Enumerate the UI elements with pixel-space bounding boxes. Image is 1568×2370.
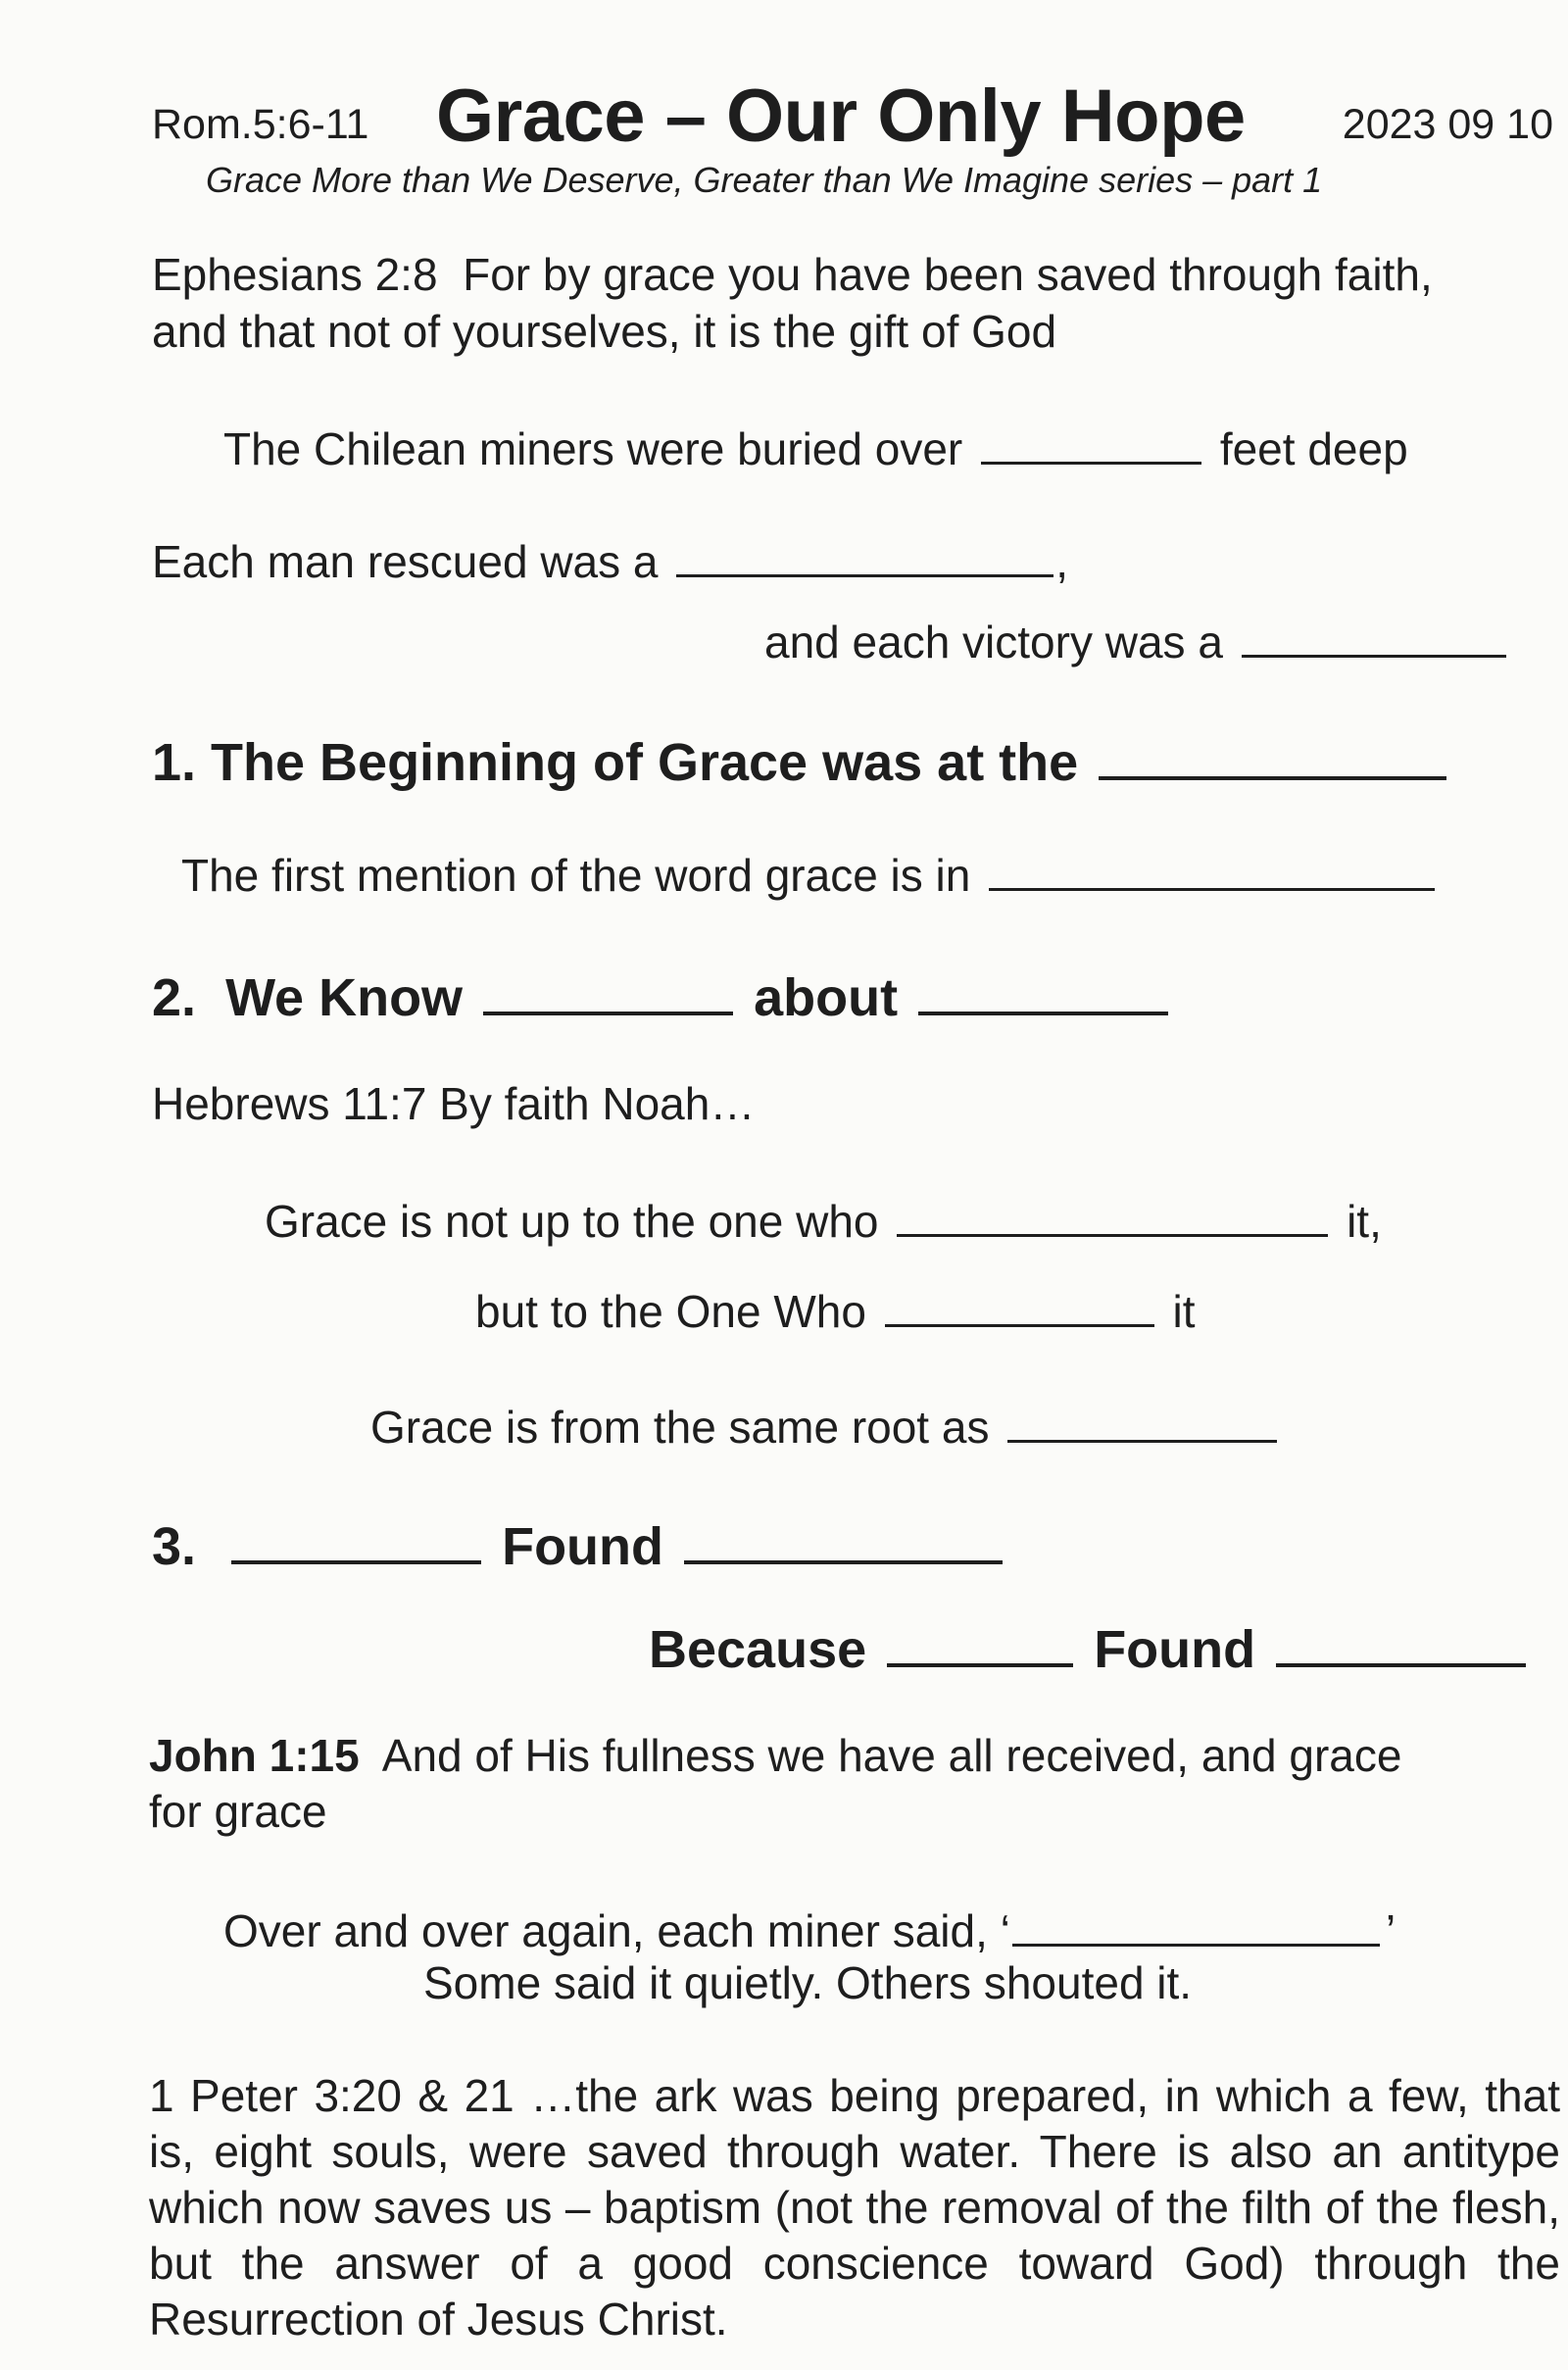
intro-verse-reference: Ephesians 2:8 <box>152 249 438 300</box>
fill-blank[interactable] <box>885 1279 1154 1327</box>
it-text: it <box>1172 1286 1196 1337</box>
comma: , <box>1055 536 1069 587</box>
john-verse-text-2: for grace <box>149 1786 327 1837</box>
miner-said-line <box>223 1899 1396 1958</box>
john-verse-reference: John 1:15 <box>149 1730 360 1781</box>
miners-rescued-text: Each man rescued was a <box>152 536 659 587</box>
point-3-heading-line1 <box>152 1507 1008 1577</box>
fill-blank[interactable] <box>1276 1610 1526 1667</box>
page-title: Grace – Our Only Hope <box>436 74 1246 158</box>
miners-victory-line <box>764 610 1512 669</box>
series-subtitle: Grace More than We Deserve, Greater than We Imagine series – part 1 <box>206 160 1323 200</box>
fill-blank[interactable] <box>231 1507 481 1564</box>
same-root-line <box>370 1395 1283 1455</box>
not-up-to-line <box>265 1189 1382 1249</box>
intro-verse-line1 <box>152 247 1433 302</box>
quote-close: ’ <box>1385 1905 1396 1956</box>
scripture-reference: Rom.5:6-11 <box>152 101 369 148</box>
not-up-to-text: Grace is not up to the one who <box>265 1196 879 1247</box>
because-text: Because <box>649 1620 867 1679</box>
miner-said-text: Over and over again, each miner said, ‘ <box>223 1905 1010 1956</box>
fill-blank[interactable] <box>1007 1395 1277 1443</box>
peter-verse-paragraph: 1 Peter 3:20 & 21 …the ark was being prepared, in which a few, that is, eight souls, were saved through water. There is also an antitype which now saves us – baptism (not the removal of the filth of the flesh, but the answer of a good conscience toward God) through the Resurrection of Jesus Christ. <box>149 2070 1560 2345</box>
found-text: Found <box>502 1517 664 1576</box>
point-3-heading-line2 <box>649 1610 1532 1680</box>
miners-buried-text: The Chilean miners were buried over <box>223 423 963 474</box>
about-text: about <box>754 968 899 1027</box>
fill-blank[interactable] <box>887 1610 1073 1667</box>
fill-blank[interactable] <box>989 843 1435 891</box>
point-2-number: 2. <box>152 968 197 1027</box>
point-2-heading <box>152 959 1174 1028</box>
first-mention-text: The first mention of the word grace is in <box>181 850 971 901</box>
found-text-2: Found <box>1094 1620 1256 1679</box>
fill-blank[interactable] <box>1099 723 1446 780</box>
miners-rescued-line <box>152 529 1068 589</box>
first-mention-line <box>181 843 1441 903</box>
fill-blank[interactable] <box>1012 1899 1380 1947</box>
miners-victory-text: and each victory was a <box>764 617 1223 667</box>
but-to-line <box>475 1279 1195 1339</box>
hebrews-verse: Hebrews 11:7 By faith Noah… <box>152 1078 756 1129</box>
quiet-shouted-line: Some said it quietly. Others shouted it. <box>423 1957 1193 2008</box>
but-to-text: but to the One Who <box>475 1286 866 1337</box>
point-3-number: 3. <box>152 1517 197 1576</box>
intro-verse-text-2: and that not of yourselves, it is the gift of God <box>152 306 1057 357</box>
we-know-text: We Know <box>225 968 464 1027</box>
point-1-heading-text: 1. The Beginning of Grace was at the <box>152 733 1079 792</box>
fill-blank[interactable] <box>1242 610 1506 658</box>
miners-buried-suffix: feet deep <box>1219 423 1408 474</box>
fill-blank[interactable] <box>981 417 1201 465</box>
point-1-heading <box>152 723 1452 793</box>
sermon-date: 2023 09 10 <box>1342 101 1553 148</box>
miners-buried-line <box>223 417 1408 476</box>
it-comma-text: it, <box>1347 1196 1382 1247</box>
fill-blank[interactable] <box>676 529 1054 577</box>
john-verse-line1 <box>149 1728 1401 1783</box>
fill-blank[interactable] <box>918 959 1168 1015</box>
fill-blank[interactable] <box>684 1507 1003 1564</box>
fill-blank[interactable] <box>483 959 733 1015</box>
fill-blank[interactable] <box>897 1189 1328 1237</box>
same-root-text: Grace is from the same root as <box>370 1402 990 1453</box>
john-verse-text-1: And of His fullness we have all received, and grace <box>381 1730 1402 1781</box>
intro-verse-text-1: For by grace you have been saved through faith, <box>463 249 1433 300</box>
